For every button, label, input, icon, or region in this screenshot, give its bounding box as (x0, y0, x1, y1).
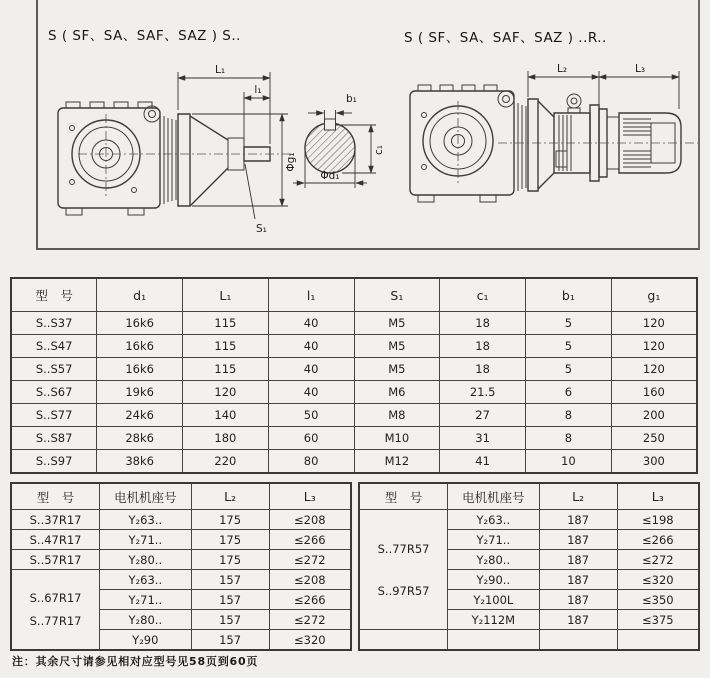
cell-g1: 300 (611, 450, 697, 474)
cell-L1: 115 (183, 335, 269, 358)
gearbox-solid-shaft-drawing (42, 56, 300, 240)
empty-cell (359, 630, 448, 651)
cell-l1: 40 (268, 335, 354, 358)
cell-model: S..S77 (11, 404, 97, 427)
cell-d1: 38k6 (97, 450, 183, 474)
cell-L2: 157 (191, 610, 269, 630)
cell-c1: 27 (440, 404, 526, 427)
empty-cell (617, 630, 699, 651)
cell-g1: 200 (611, 404, 697, 427)
cell-frame: Y₂80.. (100, 550, 191, 570)
table-row (11, 450, 697, 474)
cell-L3: ≤350 (617, 590, 699, 610)
dim-label-d1: Φd₁ (320, 170, 340, 182)
cell-L2: 175 (191, 510, 269, 530)
cell-S1: M6 (354, 381, 440, 404)
model-label: S..67R17 (29, 591, 82, 605)
cell-S1: M5 (354, 335, 440, 358)
dim-label-L2: L₂ (556, 63, 568, 75)
cell-l1: 40 (268, 358, 354, 381)
cell-S1: M5 (354, 358, 440, 381)
col-header-model: 型 号 (11, 278, 97, 312)
dim-label-L1: L₁ (214, 64, 226, 76)
shaft-section-drawing (290, 84, 408, 198)
col-header-L3: L₃ (269, 483, 351, 510)
cell-frame: Y₂71.. (100, 530, 191, 550)
cell-L1: 115 (183, 358, 269, 381)
cell-L3: ≤272 (617, 550, 699, 570)
cell-d1: 24k6 (97, 404, 183, 427)
cell-model-group (11, 570, 100, 651)
table-row (359, 510, 699, 530)
cell-frame: Y₂100L (448, 590, 539, 610)
cell-L2: 175 (191, 550, 269, 570)
cell-L1: 180 (183, 427, 269, 450)
cell-model: S..S37 (11, 312, 97, 335)
cell-b1: 10 (526, 450, 612, 474)
cell-b1: 6 (526, 381, 612, 404)
cell-model: S..S97 (11, 450, 97, 474)
cell-l1: 50 (268, 404, 354, 427)
table-row (11, 510, 351, 530)
col-header-d1: d₁ (97, 278, 183, 312)
cell-model: S..S87 (11, 427, 97, 450)
col-header-model: 型 号 (359, 483, 448, 510)
cell-L2: 187 (539, 530, 617, 550)
cell-frame: Y₂90.. (448, 570, 539, 590)
cell-L2: 187 (539, 550, 617, 570)
cell-c1: 21.5 (440, 381, 526, 404)
cell-L3: ≤266 (269, 530, 351, 550)
cell-c1: 41 (440, 450, 526, 474)
cell-L3: ≤266 (617, 530, 699, 550)
cell-L3: ≤272 (269, 550, 351, 570)
col-header-g1: g₁ (611, 278, 697, 312)
cell-frame: Y₂63.. (100, 510, 191, 530)
cell-l1: 60 (268, 427, 354, 450)
cell-c1: 18 (440, 335, 526, 358)
table-row (11, 358, 697, 381)
cell-model-group (359, 510, 448, 630)
motor-table-left (10, 482, 352, 651)
cell-S1: M12 (354, 450, 440, 474)
cell-l1: 80 (268, 450, 354, 474)
table-row (11, 335, 697, 358)
model-label: S..77R57 (377, 541, 430, 556)
cell-L3: ≤266 (269, 590, 351, 610)
cell-L2: 157 (191, 590, 269, 610)
cell-frame: Y₂80.. (100, 610, 191, 630)
footnote: 注：其余尺寸请参见相对应型号见58页到60页 (12, 655, 259, 668)
cell-c1: 18 (440, 312, 526, 335)
cell-S1: M5 (354, 312, 440, 335)
table-row (11, 550, 351, 570)
empty-cell (448, 630, 539, 651)
cell-c1: 31 (440, 427, 526, 450)
cell-d1: 16k6 (97, 358, 183, 381)
cell-frame: Y₂63.. (448, 510, 539, 530)
empty-cell (539, 630, 617, 651)
cell-l1: 40 (268, 312, 354, 335)
table-header-row (11, 278, 697, 312)
cell-L2: 187 (539, 510, 617, 530)
cell-model: S..37R17 (11, 510, 100, 530)
table-row (11, 427, 697, 450)
table-header-row (359, 483, 699, 510)
cell-S1: M8 (354, 404, 440, 427)
cell-frame: Y₂71.. (100, 590, 191, 610)
cell-d1: 16k6 (97, 335, 183, 358)
cell-S1: M10 (354, 427, 440, 450)
col-header-frame: 电机机座号 (448, 483, 539, 510)
table-row (11, 381, 697, 404)
cell-b1: 8 (526, 427, 612, 450)
col-header-L2: L₂ (191, 483, 269, 510)
cell-frame: Y₂80.. (448, 550, 539, 570)
gearmotor-drawing (402, 55, 702, 225)
cell-d1: 28k6 (97, 427, 183, 450)
cell-L1: 120 (183, 381, 269, 404)
cell-L2: 187 (539, 610, 617, 630)
col-header-L2: L₂ (539, 483, 617, 510)
cell-L1: 140 (183, 404, 269, 427)
cell-L2: 175 (191, 530, 269, 550)
cell-g1: 250 (611, 427, 697, 450)
col-header-model: 型 号 (11, 483, 100, 510)
dim-label-L3: L₃ (634, 63, 646, 75)
table-header-row (11, 483, 351, 510)
model-label: S..97R57 (377, 583, 430, 598)
cell-frame: Y₂90 (100, 630, 191, 651)
col-header-L3: L₃ (617, 483, 699, 510)
dim-label-g1: Φg₁ (285, 152, 297, 172)
table-row (11, 312, 697, 335)
cell-model: S..S47 (11, 335, 97, 358)
col-header-l1: l₁ (268, 278, 354, 312)
cell-L3: ≤320 (617, 570, 699, 590)
cell-L2: 157 (191, 570, 269, 590)
cell-L3: ≤208 (269, 570, 351, 590)
table-row (11, 570, 351, 590)
table-row (11, 530, 351, 550)
col-header-L1: L₁ (183, 278, 269, 312)
cell-L2: 157 (191, 630, 269, 651)
dim-label-S1: S₁ (256, 223, 267, 235)
cell-g1: 160 (611, 381, 697, 404)
cell-model: S..57R17 (11, 550, 100, 570)
cell-L2: 187 (539, 590, 617, 610)
table-row (11, 404, 697, 427)
dim-label-c1: c₁ (373, 145, 385, 155)
cell-g1: 120 (611, 358, 697, 381)
cell-b1: 8 (526, 404, 612, 427)
cell-L1: 220 (183, 450, 269, 474)
cell-model: S..47R17 (11, 530, 100, 550)
cell-g1: 120 (611, 335, 697, 358)
cell-d1: 16k6 (97, 312, 183, 335)
cell-b1: 5 (526, 335, 612, 358)
title-left: S ( SF、SA、SAF、SAZ ) S.. (48, 28, 241, 44)
col-header-c1: c₁ (440, 278, 526, 312)
cell-g1: 120 (611, 312, 697, 335)
cell-model: S..S67 (11, 381, 97, 404)
cell-L3: ≤272 (269, 610, 351, 630)
cell-model: S..S57 (11, 358, 97, 381)
cell-frame: Y₂112M (448, 610, 539, 630)
cell-b1: 5 (526, 312, 612, 335)
table-row (359, 630, 699, 651)
cell-c1: 18 (440, 358, 526, 381)
col-header-frame: 电机机座号 (100, 483, 191, 510)
col-header-S1: S₁ (354, 278, 440, 312)
motor-table-right (358, 482, 700, 651)
cell-b1: 5 (526, 358, 612, 381)
col-header-b1: b₁ (526, 278, 612, 312)
dimension-table (10, 277, 698, 474)
cell-L3: ≤375 (617, 610, 699, 630)
cell-L3: ≤208 (269, 510, 351, 530)
motor-table-area (10, 482, 700, 651)
title-right: S ( SF、SA、SAF、SAZ ) ..R.. (404, 30, 607, 46)
cell-l1: 40 (268, 381, 354, 404)
cell-L3: ≤320 (269, 630, 351, 651)
cell-L1: 115 (183, 312, 269, 335)
dim-label-l1: l₁ (254, 84, 262, 96)
cell-d1: 19k6 (97, 381, 183, 404)
cell-frame: Y₂71.. (448, 530, 539, 550)
cell-frame: Y₂63.. (100, 570, 191, 590)
cell-L2: 187 (539, 570, 617, 590)
model-label: S..77R17 (29, 614, 82, 628)
dim-label-b1: b₁ (346, 93, 357, 105)
cell-L3: ≤198 (617, 510, 699, 530)
